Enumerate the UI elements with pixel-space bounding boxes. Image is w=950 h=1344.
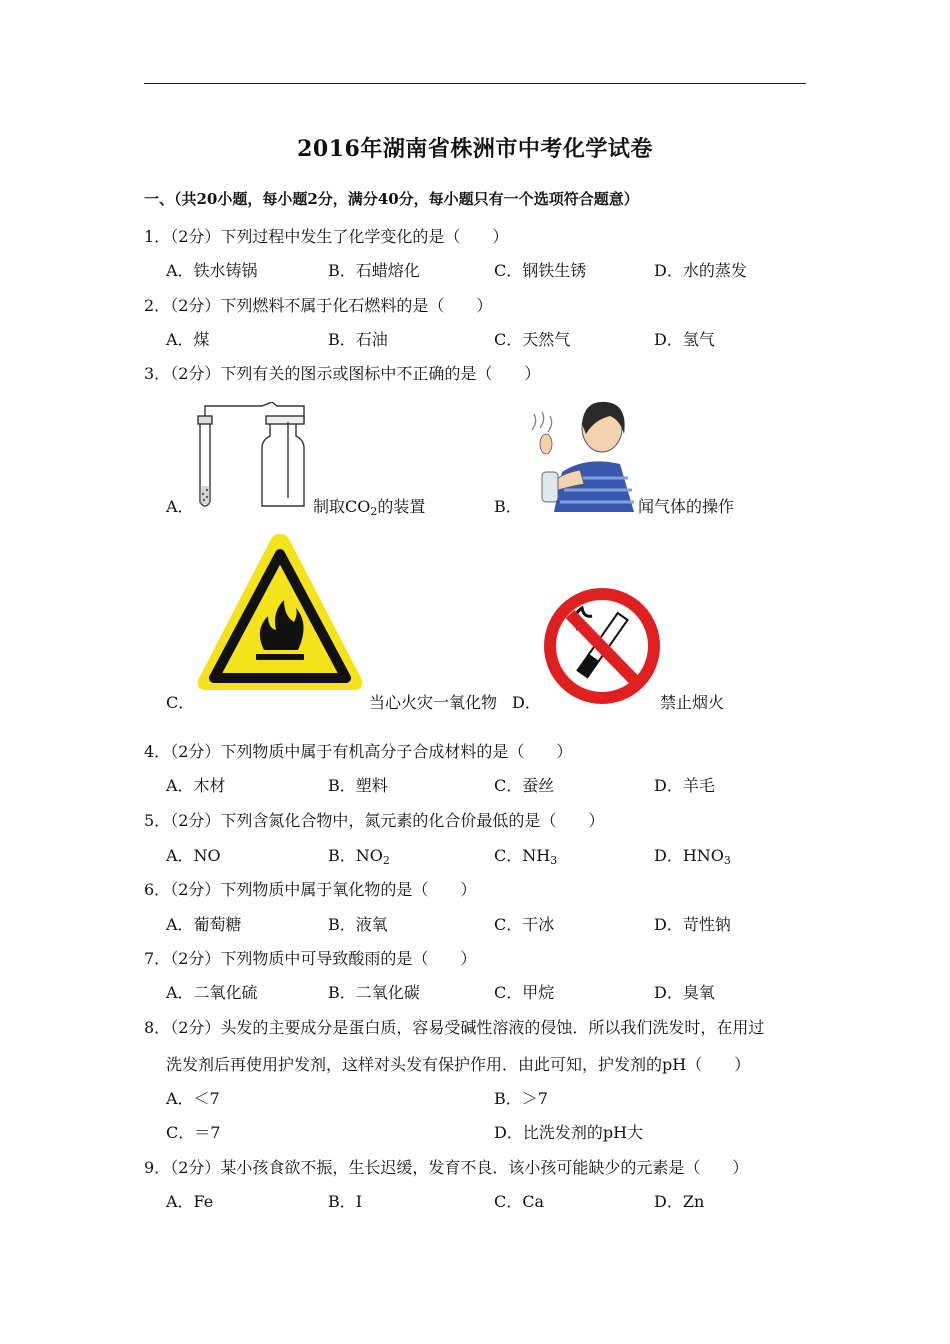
question-number: 4． — [144, 742, 171, 761]
option-c — [494, 843, 557, 867]
option-text: A．NO — [166, 846, 221, 865]
figure-b-caption: 闻气体的操作 — [638, 497, 735, 516]
question-number: 2． — [144, 296, 171, 315]
question-7 — [144, 946, 476, 969]
option-c: C．钢铁生锈 — [494, 261, 587, 280]
question-number: 6． — [144, 880, 171, 899]
question-text: （2分）下列有关的图示或图标中不正确的是（ ） — [170, 364, 541, 383]
option-a: A．铁水铸锅 — [166, 261, 258, 280]
option-b — [328, 843, 390, 867]
figure-a-caption — [313, 494, 425, 518]
option-d: D．臭氧 — [654, 983, 715, 1002]
smell-gas-figure — [524, 394, 638, 512]
question-text: （2分）下列物质中属于氧化物的是（ ） — [170, 880, 477, 899]
question-number: 7． — [144, 949, 171, 968]
option-d: D．比洗发剂的pH大 — [494, 1123, 644, 1142]
option-c: C．Ca — [494, 1192, 545, 1211]
caption-suffix: 的装置 — [377, 497, 426, 516]
option-b: B．＞7 — [494, 1089, 548, 1108]
option-d: D．Zn — [654, 1192, 705, 1211]
header-rule — [144, 83, 806, 84]
option-d: D．苛性钠 — [654, 915, 731, 934]
option-text: D．HNO — [654, 846, 724, 865]
question-8-continued: 洗发剂后再使用护发剂，这样对头发有保护作用．由此可知，护发剂的pH（ ） — [166, 1055, 751, 1074]
question-number: 9． — [144, 1158, 171, 1177]
question-text: （2分）头发的主要成分是蛋白质，容易受碱性溶液的侵蚀．所以我们洗发时，在用过 — [170, 1018, 765, 1037]
question-text: （2分）下列物质中可导致酸雨的是（ ） — [170, 949, 477, 968]
option-c: C．＝7 — [166, 1123, 221, 1142]
option-text: B．NO — [328, 846, 383, 865]
figure-d-caption: 禁止烟火 — [660, 693, 725, 712]
subscript: 3 — [723, 854, 731, 867]
option-c: C．天然气 — [494, 330, 571, 349]
option-c: C． — [166, 693, 195, 712]
option-d: D．水的蒸发 — [654, 261, 747, 280]
figure-c-caption: 当心火灾一氧化物 — [369, 693, 498, 712]
question-9 — [144, 1155, 748, 1178]
question-text: （2分）下列含氮化合物中，氮元素的化合价最低的是（ ） — [170, 811, 605, 830]
question-8 — [144, 1015, 764, 1038]
option-c: C．甲烷 — [494, 983, 555, 1002]
option-a: A．二氧化硫 — [166, 983, 258, 1002]
question-number: 8． — [144, 1018, 171, 1037]
question-1 — [144, 224, 508, 247]
option-d: D． — [512, 693, 541, 712]
question-3 — [144, 361, 540, 384]
question-text: （2分）下列燃料不属于化石燃料的是（ ） — [170, 296, 493, 315]
option-text: C．NH — [494, 846, 551, 865]
option-b: B．石蜡熔化 — [328, 261, 420, 280]
option-c: C．干冰 — [494, 915, 555, 934]
subscript: 2 — [370, 505, 378, 518]
question-text: （2分）下列过程中发生了化学变化的是（ ） — [170, 227, 509, 246]
subscript: 3 — [550, 854, 558, 867]
option-a — [166, 843, 221, 867]
option-b: B．I — [328, 1192, 363, 1211]
question-number: 1． — [144, 227, 171, 246]
question-number: 5． — [144, 811, 171, 830]
caption-prefix: 制取CO — [313, 497, 371, 516]
option-c: C．蚕丝 — [494, 776, 555, 795]
question-number: 3． — [144, 364, 171, 383]
question-5 — [144, 808, 604, 831]
option-a: A． — [166, 497, 194, 516]
option-b: B．二氧化碳 — [328, 983, 420, 1002]
option-b: B．石油 — [328, 330, 388, 349]
option-a: A．木材 — [166, 776, 226, 795]
subscript: 2 — [382, 854, 390, 867]
no-smoking-sign-figure — [542, 586, 662, 706]
page-title: 2016年湖南省株洲市中考化学试卷 — [297, 136, 653, 162]
option-a: A．＜7 — [166, 1089, 220, 1108]
question-4 — [144, 739, 572, 762]
option-d: D．氢气 — [654, 330, 715, 349]
option-a: A．Fe — [166, 1192, 214, 1211]
option-b: B．塑料 — [328, 776, 388, 795]
option-d — [654, 843, 731, 867]
fire-warning-sign-figure — [194, 530, 366, 694]
option-b: B． — [494, 497, 522, 516]
question-text: （2分）某小孩食欲不振，生长迟缓，发育不良．该小孩可能缺少的元素是（ ） — [170, 1158, 749, 1177]
question-2 — [144, 293, 492, 316]
question-6 — [144, 877, 476, 900]
co2-apparatus-figure — [192, 402, 312, 512]
option-d: D．羊毛 — [654, 776, 715, 795]
option-a: A．葡萄糖 — [166, 915, 242, 934]
section-heading: 一、（共20小题，每小题2分，满分40分，每小题只有一个选项符合题意） — [144, 190, 639, 208]
option-a: A．煤 — [166, 330, 210, 349]
question-text: （2分）下列物质中属于有机高分子合成材料的是（ ） — [170, 742, 573, 761]
option-b: B．液氧 — [328, 915, 388, 934]
